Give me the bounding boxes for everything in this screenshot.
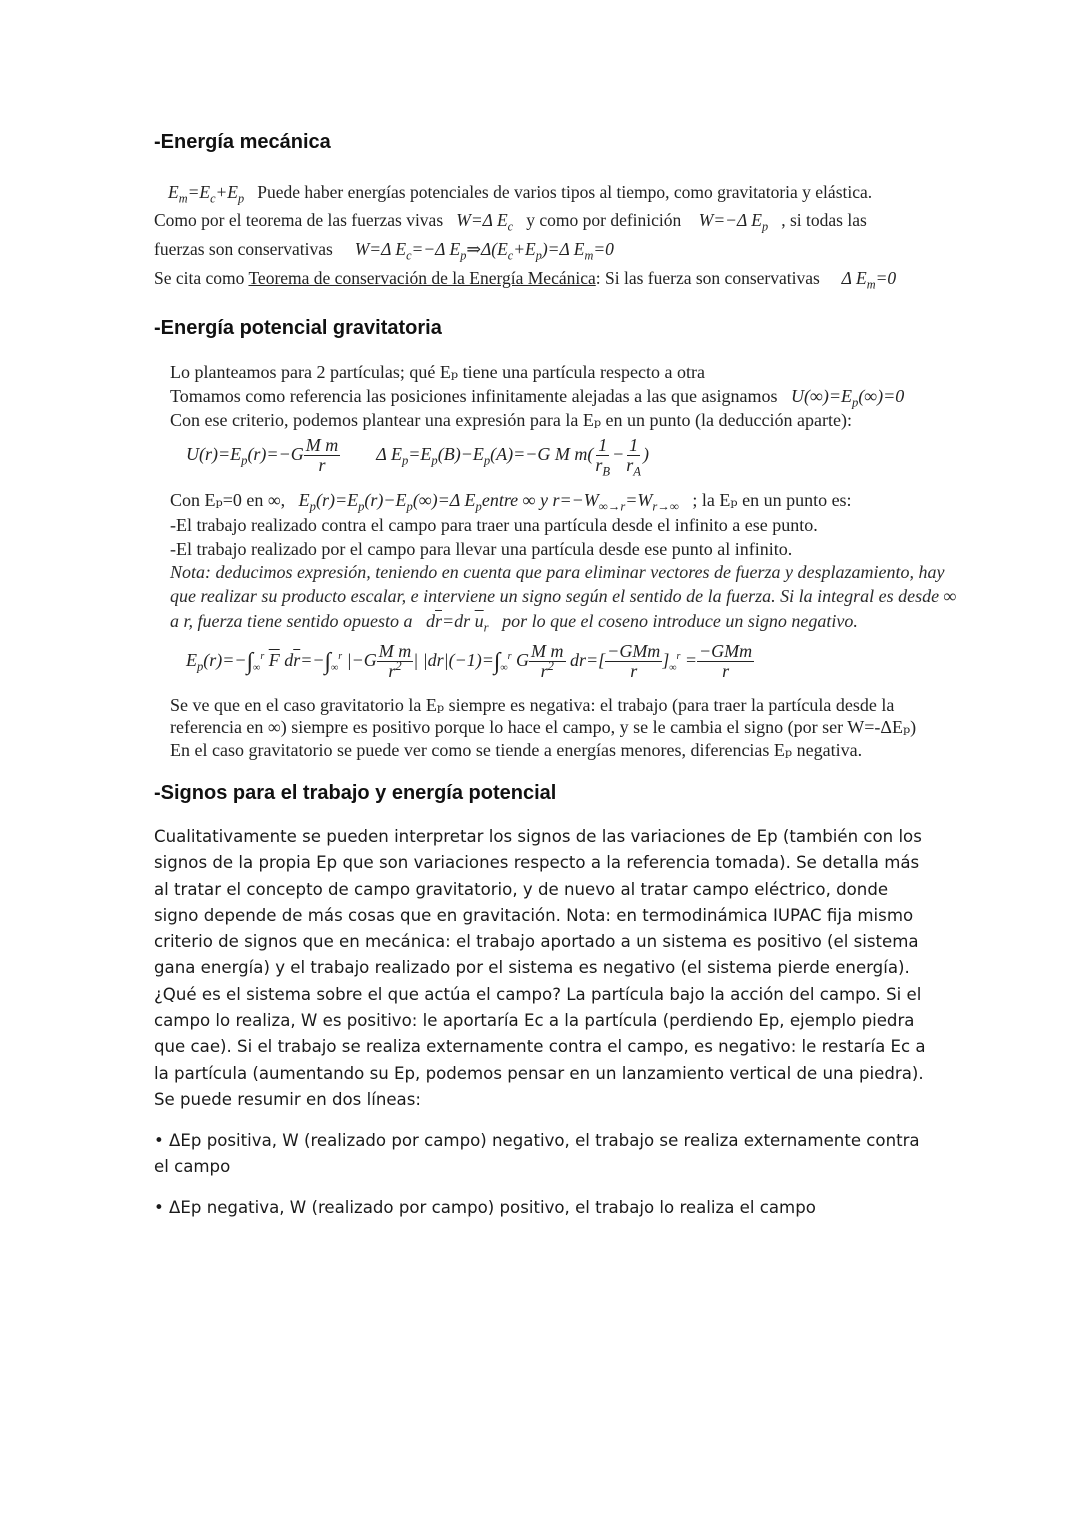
formula-u-r: $U(r)=E_p(r)=-G$ $\frac{\text{M m}}{r}$ [186, 435, 339, 475]
mecanica-line-3 [154, 239, 614, 263]
potencial-line-5a: Con Eₚ=0 en ∞, [170, 490, 286, 510]
formula-dr-vector: $d\overline{r}=dr$ $\overline{u}_r$ [425, 611, 489, 635]
formula-delta-ep: Δ $E_p=E_p(B)-E_p(A)=-G$ M m( $\frac{1}{r_B}$ − $\frac{1}{r_A}$ ) [376, 435, 649, 479]
nota-line-3a: a r, fuerza tiene sentido opuesto a [170, 611, 413, 631]
formula-conservation-chain: W=Δ $E_c=-\Delta$ $E_p\Rightarrow\Delta(E_c+E_p)=\Delta$ $E_m=0$ [354, 239, 614, 263]
section-title-signos: -Signos para el trabajo y energía potencial [154, 782, 557, 804]
potencial-line-6: -El trabajo realizado contra el campo para traer una partícula desde el infinito a ese punto. [170, 515, 818, 535]
formula-w-ec: W=Δ $E_c$ [456, 210, 514, 234]
potencial-line-7: -El trabajo realizado por el campo para llevar una partícula desde ese punto al infinito. [170, 539, 793, 559]
mecanica-line-1-text: Puede haber energías potenciales de varios tipos al tiempo, como gravitatoria y elástica. [257, 182, 873, 202]
theorem-name: Teorema de conservación de la Energía Mecánica [248, 268, 596, 288]
formula-w-ep: W=−Δ $E_p$ [698, 210, 769, 234]
potencial-formula-row [186, 435, 649, 479]
potencial-line-2 [170, 386, 905, 410]
section-title-energia-mecanica: -Energía mecánica [154, 131, 331, 153]
after-line-1: Se ve que en el caso gravitatorio la Eₚ siempre es negativa: el trabajo (para traer la partícula desde la [170, 695, 895, 715]
mecanica-line-4 [154, 268, 897, 292]
formula-u-infinity: $U(\infty)=E_p(\infty)=0$ [791, 386, 905, 410]
after-line-2: referencia en ∞) siempre es positivo porque lo hace el campo, y se le cambia el signo (por ser W=-ΔEₚ) [170, 717, 917, 737]
after-line-3: En el caso gravitatorio se puede ver como se tiende a energías menores, diferencias Eₚ negativa. [170, 740, 863, 760]
signos-paragraph: Cualitativamente se pueden interpretar los signos de las variaciones de Ep (también con los signos de la propia Ep que son variaciones respecto a la referencia tomada). Se detalla más al tratar el concepto de campo gravitatorio, y de nuevo al tratar campo eléctrico, donde signo depende de más cosas que en gravitación. Nota: en termodinámica IUPAC fija mismo criterio de signos que en mecánica: el trabajo aportado a un sistema es positivo (el sistema gana energía) y el trabajo realizado por el sistema es negativo (el sistema pierde energía). ¿Qué es el sistema sobre el que actúa el campo? La partícula bajo la acción del campo. Si el campo lo realiza, W es positivo: le aportaría Ec a la partícula (perdiendo Ep, ejemplo piedra que cae). Si el trabajo se realiza externamente contra el campo, es negativo: le restaría Ec a la partícula (aumentando su Ep, podemos pensar en un lanzamiento vertical de una piedra). Se puede resumir en dos líneas: [154, 827, 926, 1109]
mecanica-line-4b: : Si las fuerza son conservativas [595, 268, 820, 288]
signos-bullet-2: • ΔEp negativa, W (realizado por campo) positivo, el trabajo lo realiza el campo [154, 1198, 816, 1217]
potencial-line-5b: ; la Eₚ en un punto es: [692, 490, 852, 510]
formula-em: $E_m=E_c+E_p$ [168, 182, 245, 206]
mecanica-line-3a: fuerzas son conservativas [154, 239, 333, 259]
potencial-line-1: Lo planteamos para 2 partículas; qué Eₚ tiene una partícula respecto a otra [170, 362, 705, 382]
mecanica-line-2b: y como por definición [526, 210, 682, 230]
formula-delta-em-zero: Δ $E_m=0$ [841, 268, 897, 292]
nota-line-3b: por lo que el coseno introduce un signo negativo. [502, 611, 858, 631]
nota-line-1: Nota: deducimos expresión, teniendo en cuenta que para eliminar vectores de fuerza y desplazamiento, hay [170, 562, 945, 582]
nota-line-3 [170, 611, 858, 635]
potencial-line-3: Con ese criterio, podemos plantear una expresión para la Eₚ en un punto (la deducción aparte): [170, 410, 852, 430]
mecanica-line-4a: Se cita como [154, 268, 245, 288]
mecanica-line-1 [168, 182, 873, 206]
section-title-energia-potencial: -Energía potencial gravitatoria [154, 317, 442, 339]
potencial-line-5 [170, 490, 852, 514]
mecanica-line-2c: , si todas las [781, 210, 867, 230]
mecanica-line-2a: Como por el teorema de las fuerzas vivas [154, 210, 444, 230]
formula-integral: $E_p(r)=-\int_\infty^r$ $\overline{F}$ $d\overline{r}=-\int_\infty^r$ |−G $\frac{\text{M m}}{r^2}$ | $|dr|(-1)=\int_\infty^r$ G $\frac{\text{M m}}{r^2}$ dr=[ $\frac{\text{−GMm}}{r}$ ]$_\infty^r$ = $\frac{\text{−GMm}}{r}$ [186, 641, 753, 681]
formula-ep-work: $E_p(r)=E_p(r)-E_p(\infty)=\Delta$ $E_pentre$ ∞ y $r=-W_{\infty\to r}=W_{r\to\infty}$ [298, 490, 679, 514]
mecanica-line-2 [154, 210, 867, 234]
potencial-line-2-text: Tomamos como referencia las posiciones infinitamente alejadas a las que asignamos [170, 386, 778, 406]
integral-derivation [186, 642, 754, 681]
nota-line-2: que realizar su producto escalar, e interviene un signo según el sentido de la fuerza. Si la integral es desde ∞ [170, 586, 957, 606]
signos-bullet-1: • ΔEp positiva, W (realizado por campo) negativo, el trabajo se realiza externamente contra el campo [154, 1131, 920, 1177]
